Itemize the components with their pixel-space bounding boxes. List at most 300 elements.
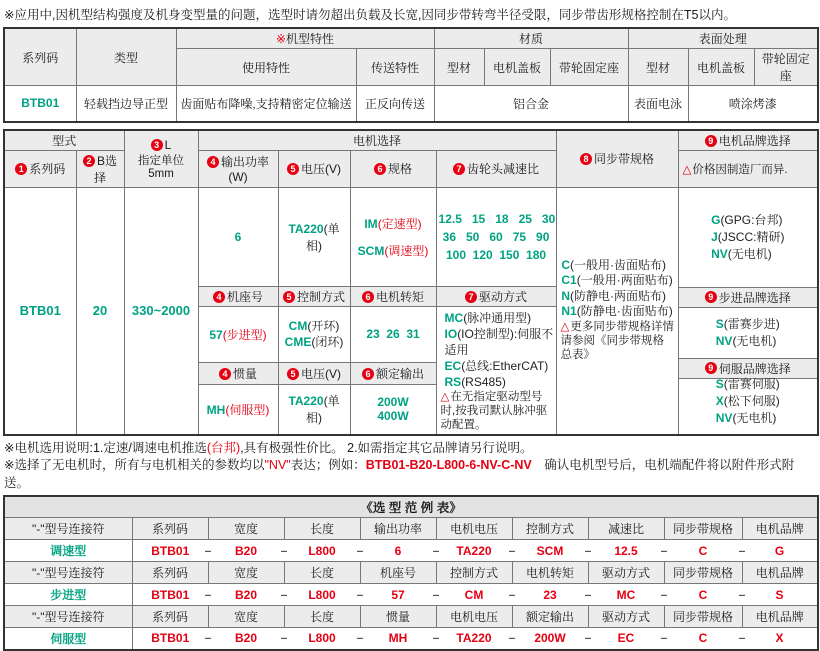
dash-separator: –: [738, 630, 746, 645]
dash-separator: –: [280, 542, 288, 557]
dash-separator: –: [584, 586, 592, 601]
scm-paren: (调速型): [384, 243, 429, 258]
belt-note-text: 更多同步带规格详情请参阅《同步带规格总表》: [560, 320, 674, 361]
value-text: SCM: [536, 543, 564, 558]
example-header-cell: 电机转矩: [512, 562, 588, 584]
note2-text-3: 确认电机型号后，电机端配件将以附件形式附送。: [4, 458, 795, 490]
servo-s-desc: (雷赛伺服): [723, 377, 780, 391]
dash-separator: –: [738, 542, 746, 557]
voltage-2-code: TA220: [288, 394, 324, 409]
value-text: S: [775, 587, 784, 602]
cme-paren: (闭环): [311, 335, 344, 350]
step-4-badge: 4: [219, 368, 231, 380]
header-material-cover: 电机盖板: [484, 49, 550, 86]
dash-separator: –: [204, 586, 212, 601]
output-power-value: 6: [198, 187, 278, 286]
gear-ratio-label: 齿轮头减速比: [467, 162, 540, 176]
dash-separator: –: [660, 586, 668, 601]
series-code-value: BTB01: [4, 86, 76, 122]
example-value-cell: [660, 540, 742, 562]
example-header-cell: 同步带规格: [664, 518, 742, 540]
example-value-cell: [660, 584, 742, 606]
example-header-cell: 电机电压: [436, 606, 512, 628]
example-header-cell: 输出功率: [360, 518, 436, 540]
connector-label: "-"型号连接符: [4, 518, 132, 540]
example-value-cell: [356, 628, 436, 650]
header-motor-brand: [678, 130, 818, 151]
header-motor-selection: 电机选择: [198, 130, 556, 151]
example-header-cell: 系列码: [132, 562, 208, 584]
belt-option-n: [561, 289, 672, 305]
belt-n-desc: (防静电·两面贴布): [570, 288, 667, 303]
value-text: MH: [388, 631, 408, 646]
example-value-cell: [584, 540, 664, 562]
example-header-cell: 同步带规格: [664, 562, 742, 584]
value-text: C: [698, 587, 708, 602]
spec-scm: [353, 242, 434, 259]
model-type-label: 步进型: [4, 584, 132, 606]
dash-separator: –: [204, 630, 212, 645]
connector-label: "-"型号连接符: [4, 606, 132, 628]
example-header-cell: 减速比: [588, 518, 664, 540]
step-9-badge: 9: [705, 362, 717, 374]
example-header-cell: 同步带规格: [664, 606, 742, 628]
note2-text: ※选择了无电机时，所有与电机相关的参数均以: [4, 458, 265, 472]
brand-content: [679, 188, 818, 425]
drive-rs: [445, 374, 556, 390]
step-9-badge: 9: [705, 135, 717, 147]
connector-label: "-"型号连接符: [4, 562, 132, 584]
value-text: B20: [234, 587, 257, 602]
header-surface-treatment: 表面处理: [628, 28, 818, 49]
example-value-cell: [204, 584, 284, 606]
model-overview-table: [3, 27, 819, 123]
belt-option-n1: [561, 304, 672, 320]
surface-profile-value: 表面电泳: [628, 86, 688, 122]
series-value: BTB01: [4, 187, 76, 435]
stepper-nv-desc: (无电机): [732, 333, 777, 348]
dash-separator: –: [280, 630, 288, 645]
note1-brand-red: (台邦): [206, 440, 241, 455]
cm-code: CM: [288, 319, 308, 334]
spec-values: [350, 187, 436, 286]
example-value-cell: [132, 540, 208, 562]
dash-separator: –: [584, 630, 592, 645]
note2-text-2: 表达；例如：: [290, 458, 366, 472]
motor-selection-note: [4, 440, 817, 458]
dash-separator: –: [204, 542, 212, 557]
asterisk-mark: ※: [275, 32, 287, 46]
value-text: C: [698, 543, 708, 558]
header-spec: [350, 150, 436, 187]
example-value-cell: [508, 584, 588, 606]
example-value-cell: [356, 584, 436, 606]
example-value-cell: [584, 584, 664, 606]
example-value-cell: [204, 628, 284, 650]
step-6-badge: 6: [362, 368, 374, 380]
brand-j: [711, 229, 784, 246]
header-b-select: [76, 150, 124, 187]
gear-ratio-values: [436, 187, 556, 286]
servo-x-code: X: [715, 394, 724, 408]
inertia-value: [198, 384, 278, 434]
example-value-cell: [432, 540, 512, 562]
mc-desc: (脉冲通用型): [463, 310, 532, 325]
dash-separator: –: [660, 542, 668, 557]
control-mode-stack: [281, 318, 348, 350]
b-select-label: B选择: [94, 153, 118, 185]
cm-paren: (开环): [307, 319, 340, 334]
value-text: BTB01: [151, 543, 190, 558]
warning-triangle-icon: △: [560, 320, 570, 333]
example-header-cell: 电机电压: [436, 518, 512, 540]
servo-nv-code: NV: [715, 411, 733, 425]
belt-options: [557, 258, 678, 320]
header-type: 类型: [76, 28, 176, 86]
example-header-cell: 长度: [284, 606, 360, 628]
belt-c-desc: (一般用·齿面贴布): [570, 257, 667, 272]
voltage-2-phase: (单相): [306, 394, 340, 426]
io-desc: (IO控制型):伺服不适用: [444, 326, 554, 357]
belt-option-c1: [561, 273, 672, 289]
belt-c-code: C: [561, 257, 571, 272]
model-selection-table: [3, 129, 819, 436]
example-header-cell: 电机品牌: [742, 562, 818, 584]
stepper-brand-label: 步进品牌选择: [718, 290, 791, 305]
value-text: 6: [394, 543, 402, 558]
dash-separator: –: [432, 630, 440, 645]
belt-c1-code: C1: [561, 273, 577, 287]
stepper-s-code: S: [715, 316, 724, 331]
example-table-title: 《选 型 范 例 表》: [4, 496, 818, 518]
header-belt-spec: [556, 130, 678, 188]
dash-separator: –: [508, 586, 516, 601]
motor-torque-label: 电机转矩: [376, 289, 425, 304]
motor-brand-list: [711, 212, 784, 263]
dash-separator: –: [356, 586, 364, 601]
value-text: TA220: [456, 543, 492, 558]
example-value-cell: [508, 628, 588, 650]
output-power-label: 输出功率(W): [221, 155, 270, 184]
servo-s: [716, 376, 780, 393]
frame-size-paren: (步进型): [222, 327, 267, 342]
motor-torque-values: 23 26 31: [350, 306, 436, 363]
example-header-cell: 电机品牌: [742, 606, 818, 628]
step-4-badge: 4: [207, 156, 219, 168]
step-2-badge: 2: [83, 155, 95, 167]
voltage-label: 电压(V): [301, 162, 342, 176]
model-type-label: 伺服型: [4, 628, 132, 650]
example-value-cell: [204, 540, 284, 562]
servo-nv-desc: (无电机): [732, 411, 777, 425]
example-value-cell: [660, 628, 742, 650]
control-cm: [281, 318, 348, 334]
warning-triangle-icon: △: [440, 390, 450, 403]
mc-code: MC: [444, 310, 464, 325]
step-9-badge: 9: [705, 291, 717, 303]
b-select-value: 20: [76, 187, 124, 435]
dash-separator: –: [432, 586, 440, 601]
header-surface-cover: 电机盖板: [688, 49, 754, 86]
scm-code: SCM: [357, 243, 385, 258]
brand-g: [711, 212, 784, 229]
length-letter: L: [164, 137, 172, 152]
belt-spec-label: 同步带规格: [594, 152, 655, 166]
material-value: 铝合金: [434, 86, 628, 122]
voltage-2-label: 电压(V): [301, 367, 342, 381]
brand-j-desc: (JSCC:精研): [717, 229, 785, 244]
frame-size-value: [198, 306, 278, 363]
servo-nv: [716, 410, 780, 427]
voltage-code: TA220: [288, 221, 324, 236]
brand-nv-code: NV: [711, 246, 728, 261]
io-code: IO: [444, 326, 458, 341]
example-value-cell: [280, 584, 360, 606]
drive-options-list: [437, 307, 556, 390]
brand-g-code: G: [711, 212, 721, 227]
drive-ec: [445, 358, 556, 374]
dash-separator: –: [280, 586, 288, 601]
example-header-cell: 控制方式: [512, 518, 588, 540]
cme-code: CME: [284, 335, 312, 350]
step-6-badge: 6: [374, 163, 386, 175]
brand-price-note: [678, 150, 818, 187]
servo-brand-options: [679, 379, 818, 425]
example-header-cell: 宽度: [208, 562, 284, 584]
im-paren: (定速型): [377, 216, 422, 231]
example-header-cell: 宽度: [208, 606, 284, 628]
mh-paren: (伺服型): [225, 402, 270, 417]
ratio-row-2: 36 50 60 75 90: [442, 229, 550, 244]
brand-nv-desc: (无电机): [727, 246, 772, 261]
example-value-cell: [508, 540, 588, 562]
example-value-cell: [738, 628, 818, 650]
dash-separator: –: [508, 630, 516, 645]
servo-x: [716, 393, 780, 410]
example-header-cell: 惯量: [360, 606, 436, 628]
header-surface-seat: 带轮固定座: [754, 49, 818, 86]
ratio-row-3: 100 120 150 180: [445, 247, 547, 262]
rated-output-label: 额定输出: [376, 367, 425, 381]
transfer-feature-value: 正反向传送: [356, 86, 434, 122]
header-motor-torque: [350, 286, 436, 306]
servo-x-desc: (松下伺服): [723, 394, 780, 408]
series-label: 系列码: [29, 162, 66, 176]
rated-output-400w: 400W: [377, 409, 409, 424]
selection-example-table: [3, 495, 819, 651]
header-length: [124, 130, 198, 188]
stepper-nv: [716, 333, 780, 350]
length-unit-note: 指定单位5mm: [138, 154, 185, 180]
step-5-badge: 5: [283, 291, 295, 303]
step-4-badge: 4: [213, 291, 225, 303]
motor-brand-label: 电机品牌选择: [718, 133, 791, 148]
rated-output-values: [350, 384, 436, 434]
surface-cover-seat-value: 喷涂烤漆: [688, 86, 818, 122]
drive-mode-cell: [436, 306, 556, 435]
example-header-cell: 长度: [284, 518, 360, 540]
example-header-cell: 宽度: [208, 518, 284, 540]
control-cme: [281, 334, 348, 350]
belt-n1-code: N1: [561, 304, 577, 318]
example-header-cell: 机座号: [360, 562, 436, 584]
length-label: [127, 138, 196, 152]
belt-spec-cell: [556, 187, 678, 435]
dash-separator: –: [356, 630, 364, 645]
note1-text-2: ,具有极强性价比。 2.如需指定其它品牌请另行说明。: [240, 440, 533, 455]
stepper-brand-header: [679, 287, 818, 308]
value-text: BTB01: [151, 587, 190, 602]
step-7-badge: 7: [465, 291, 477, 303]
dash-separator: –: [356, 542, 364, 557]
header-material: 材质: [434, 28, 628, 49]
im-code: IM: [364, 216, 378, 231]
dash-separator: –: [660, 630, 668, 645]
motor-brand-options: [679, 188, 818, 287]
inertia-label: 惯量: [233, 367, 258, 381]
drive-note-text: 在无指定驱动型号时,按我司默认脉冲驱动配置。: [440, 390, 548, 431]
spec-label: 规格: [388, 162, 413, 176]
example-header-cell: 电机品牌: [742, 518, 818, 540]
belt-n1-desc: (防静电·齿面贴布): [576, 304, 673, 318]
note1-text: ※电机选用说明:1.定速/调速电机推选: [4, 440, 207, 455]
header-shape: 型式: [4, 130, 124, 151]
value-text: 23: [543, 587, 557, 602]
drive-mode-label: 驱动方式: [479, 289, 528, 304]
header-series-code: 系列码: [4, 28, 76, 86]
example-value-cell: [132, 628, 208, 650]
drive-mode-content: [437, 307, 556, 434]
example-value-cell: [432, 628, 512, 650]
frame-size-label: 机座号: [227, 289, 264, 304]
warning-triangle-icon: △: [682, 163, 692, 176]
ec-code: EC: [444, 358, 462, 373]
model-type-label: 调速型: [4, 540, 132, 562]
header-inertia: [198, 363, 278, 385]
selection-notes: [4, 440, 817, 493]
ratio-row-1: 12.5 15 18 25 30: [438, 211, 556, 226]
machine-features-label: 机型特性: [286, 32, 335, 46]
example-header-cell: 驱动方式: [588, 606, 664, 628]
no-motor-note: [4, 457, 817, 492]
dash-separator: –: [584, 542, 592, 557]
example-header-cell: 系列码: [132, 606, 208, 628]
header-control-mode: [278, 286, 350, 306]
step-3-badge: 3: [151, 139, 163, 151]
header-transfer-feature: 传送特性: [356, 49, 434, 86]
header-rated-output: [350, 363, 436, 385]
belt-spec-note: [557, 320, 678, 364]
brand-nv: [711, 246, 784, 263]
header-material-profile: 型材: [434, 49, 484, 86]
belt-n-code: N: [561, 288, 571, 303]
belt-spec-content: [557, 258, 678, 364]
example-value-cell: [132, 584, 208, 606]
belt-c1-desc: (一般用·两面贴布): [576, 273, 673, 287]
value-text: L800: [308, 587, 336, 602]
value-text: CM: [464, 587, 484, 602]
header-drive-mode: [436, 286, 556, 306]
belt-option-c: [561, 258, 672, 274]
brand-price-note-text: 价格因制造厂而异.: [692, 163, 788, 176]
drive-default-note: [437, 390, 556, 434]
step-6-badge: 6: [362, 291, 374, 303]
control-mode-label: 控制方式: [297, 289, 346, 304]
header-gear-ratio: [436, 150, 556, 187]
value-text: L800: [308, 631, 336, 646]
value-text: G: [774, 543, 785, 558]
value-text: TA220: [456, 631, 492, 646]
example-header-cell: 额定输出: [512, 606, 588, 628]
value-text: 57: [391, 587, 405, 602]
value-text: 200W: [534, 631, 566, 646]
header-use-feature: 使用特性: [176, 49, 356, 86]
dash-separator: –: [508, 542, 516, 557]
stepper-nv-code: NV: [715, 333, 733, 348]
length-range-value: 330~2000: [124, 187, 198, 435]
header-machine-features: [176, 28, 434, 49]
servo-brand-label: 伺服品牌选择: [718, 361, 791, 376]
frame-size-code: 57: [209, 327, 223, 342]
spec-stack: [353, 215, 434, 259]
header-material-seat: 带轮固定座: [550, 49, 628, 86]
header-frame-size: [198, 286, 278, 306]
belt-options-list: [561, 258, 672, 320]
example-value-cell: [280, 628, 360, 650]
value-text: BTB01: [151, 631, 190, 646]
servo-s-code: S: [715, 377, 724, 391]
servo-brand-list: [716, 376, 780, 427]
dash-separator: –: [432, 542, 440, 557]
brand-g-desc: (GPG:台邦): [720, 212, 783, 227]
example-value-cell: [738, 540, 818, 562]
value-text: 12.5: [614, 543, 638, 558]
use-feature-value: 齿面贴布降噪,支持精密定位输送: [176, 86, 356, 122]
rs-desc: (RS485): [461, 374, 506, 389]
value-text: L800: [308, 543, 336, 558]
example-value-cell: [584, 628, 664, 650]
rated-output-200w: 200W: [377, 395, 409, 410]
step-1-badge: 1: [15, 163, 27, 175]
example-header-cell: 长度: [284, 562, 360, 584]
step-5-badge: 5: [287, 163, 299, 175]
header-voltage: [278, 150, 350, 187]
step-7-badge: 7: [453, 163, 465, 175]
brand-j-code: J: [711, 229, 718, 244]
rs-code: RS: [444, 374, 462, 389]
drive-mc: [445, 310, 556, 326]
spec-im: [353, 215, 434, 232]
voltage-2-value: [278, 384, 350, 434]
header-series: [4, 150, 76, 187]
header-voltage-2: [278, 363, 350, 385]
example-value-cell: [280, 540, 360, 562]
value-text: X: [775, 631, 784, 646]
header-surface-profile: 型材: [628, 49, 688, 86]
example-header-cell: 系列码: [132, 518, 208, 540]
value-text: B20: [234, 543, 257, 558]
example-value-cell: [432, 584, 512, 606]
example-value-cell: [356, 540, 436, 562]
mh-code: MH: [206, 402, 226, 417]
value-text: C: [698, 631, 708, 646]
ec-desc: (总线:EtherCAT): [461, 358, 549, 373]
drive-io: [445, 326, 556, 358]
note2-nv-red: "NV": [264, 458, 291, 472]
note2-example-code: BTB01-B20-L800-6-NV-C-NV: [365, 458, 532, 472]
step-8-badge: 8: [580, 153, 592, 165]
value-text: MC: [616, 587, 636, 602]
